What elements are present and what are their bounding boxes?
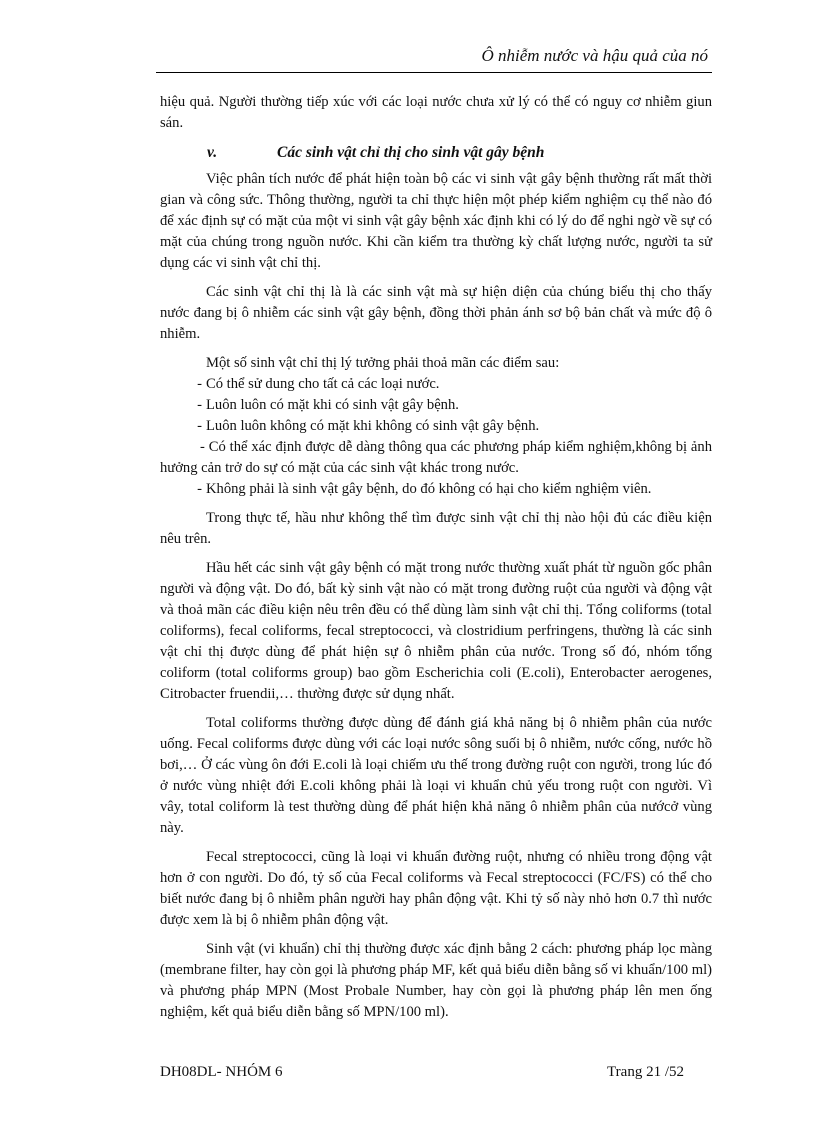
section-number: v. bbox=[207, 144, 218, 161]
criteria-list bbox=[160, 353, 712, 500]
paragraph: Total coliforms thường được dùng để đánh giá khả năng bị ô nhiễm phân của nước uống. Fecal coliforms được dùng với các loại nước sông suối bị ô nhiễm, nước cống, nước hồ bơi,… Ở các vùng ôn đới E.coli là loại chiếm ưu thế trong đường ruột con người, trong lúc đó ở nước vùng nhiệt đới E.coli không phải là loại vi khuẩn chủ yếu trong ruột con người. Vì vây, total coliform là test thường dùng để phát hiện khả năng ô nhiễm phân của nướcở vùng này. bbox=[160, 715, 712, 836]
paragraph: Các sinh vật chỉ thị là là các sinh vật mà sự hiện diện của chúng biểu thị cho thấy nước đang bị ô nhiễm các sinh vật gây bệnh, đồng thời phản ánh sơ bộ bản chất và mức độ ô nhiễm. bbox=[160, 284, 712, 342]
paragraph: Hầu hết các sinh vật gây bệnh có mặt trong nước thường xuất phát từ nguồn gốc phân người và động vật. Do đó, bất kỳ sinh vật nào có mặt trong đường ruột của người và động vật và thoả mãn các điều kiện nêu trên đều có thể dùng làm sinh vật chỉ thị. Tổng coliforms (total coliforms), fecal coliforms, fecal streptococci, và clostridium perfringens, thường là các sinh vật chỉ thị được dùng để phát hiện sự ô nhiễm phân của nước. Trong số đó, nhóm tổng coliform (total coliforms group) bao gồm Escherichia coli (E.coli), Enterobacter aerogenes, Citrobacter fruendii,… thường được sử dụng nhất. bbox=[160, 560, 712, 702]
section-title: Các sinh vật chỉ thị cho sinh vật gây bệnh bbox=[277, 144, 545, 161]
section-heading bbox=[160, 142, 712, 163]
list-item: - Luôn luôn có mặt khi có sinh vật gây bệnh. bbox=[197, 397, 459, 413]
paragraph: Việc phân tích nước để phát hiện toàn bộ các vi sinh vật gây bệnh thường rất mất thời gian và công sức. Thông thường, người ta chỉ thực hiện một phép kiểm nghiệm cụ thể nào đó để xác định sự có mặt của một vi sinh vật gây bệnh xác định khi có lý do để nghi ngờ về sự có mặt của chúng trong nguồn nước. Khi cần kiểm tra thường kỳ chất lượng nước, người ta sử dụng các vi sinh vật chỉ thị. bbox=[160, 171, 712, 271]
paragraph: Fecal streptococci, cũng là loại vi khuẩn đường ruột, nhưng có nhiều trong động vật hơn ở con người. Do đó, tỷ số của Fecal coliforms và Fecal streptococci (FC/FS) có thể cho biết nước đang bị ô nhiễm phân người hay phân động vật. Khi tỷ số này nhỏ hơn 0.7 thì nước được xem là bị ô nhiễm phân động vật. bbox=[160, 849, 712, 928]
paragraph: Sinh vật (vi khuẩn) chỉ thị thường được xác định bằng 2 cách: phương pháp lọc màng (membrane filter, hay còn gọi là phương pháp MF, kết quả biểu diễn bằng số vi khuẩn/100 ml) và phương pháp MPN (Most Probale Number, hay còn gọi là phương pháp lên men ống nghiệm, kết quả biểu diễn bằng số MPN/100 ml). bbox=[160, 941, 712, 1020]
footer-page-number: Trang 21 /52 bbox=[607, 1064, 684, 1080]
list-item: - Có thể xác định được dễ dàng thông qua các phương pháp kiểm nghiệm,không bị ảnh hưởng cản trở do sự có mặt của các sinh vật khác trong nước. bbox=[160, 439, 713, 476]
paragraph: hiệu quả. Người thường tiếp xúc với các loại nước chưa xử lý có thể có nguy cơ nhiễm giun sán. bbox=[160, 94, 712, 131]
list-intro: Một số sinh vật chỉ thị lý tưởng phải thoả mãn các điểm sau: bbox=[206, 355, 560, 371]
footer-group-label: DH08DL- NHÓM 6 bbox=[160, 1064, 283, 1080]
list-item: - Luôn luôn không có mặt khi không có sinh vật gây bệnh. bbox=[197, 418, 540, 434]
header-title: Ô nhiễm nước và hậu quả của nó bbox=[481, 46, 708, 65]
page-body bbox=[160, 92, 712, 1031]
list-item: - Có thể sử dung cho tất cả các loại nước. bbox=[197, 376, 440, 392]
list-item: - Không phải là sinh vật gây bệnh, do đó không có hại cho kiểm nghiệm viên. bbox=[197, 481, 652, 497]
paragraph: Trong thực tế, hầu như không thể tìm được sinh vật chỉ thị nào hội đủ các điều kiện nêu trên. bbox=[160, 510, 712, 547]
header-rule bbox=[156, 72, 712, 73]
